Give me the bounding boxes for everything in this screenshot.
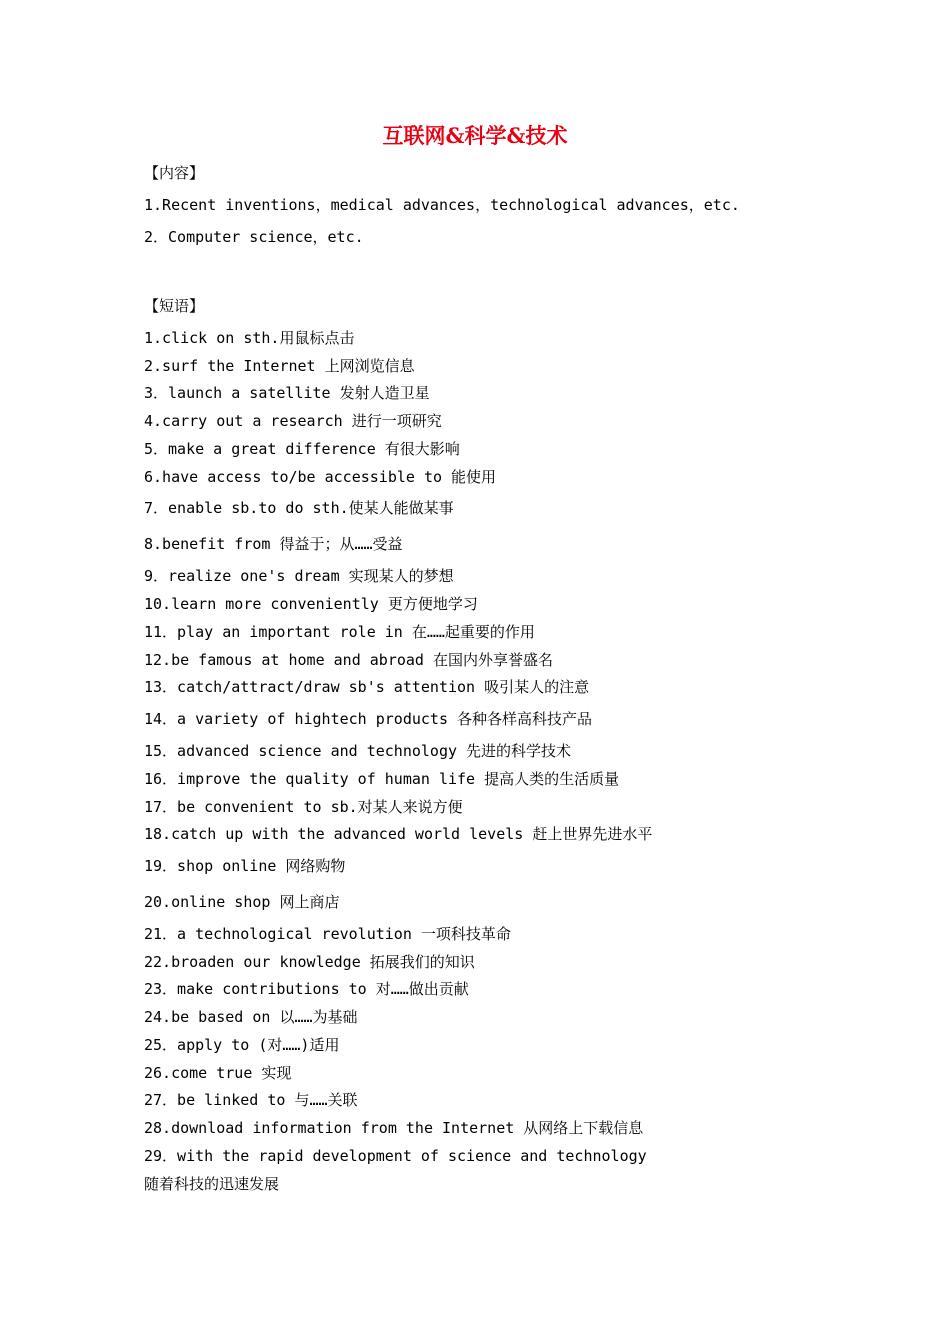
phrase-item: 22.broaden our knowledge 拓展我们的知识: [144, 953, 475, 971]
phrase-item: 9．realize one's dream 实现某人的梦想: [144, 567, 454, 585]
phrase-item: 25．apply to (对……)适用: [144, 1036, 340, 1054]
content-item: 2．Computer science，etc.: [144, 228, 364, 246]
phrase-item: 4.carry out a research 进行一项研究: [144, 412, 442, 430]
content-item: 1.Recent inventions，medical advances，technological advances，etc.: [144, 196, 740, 214]
phrase-item: 2.surf the Internet 上网浏览信息: [144, 357, 415, 375]
phrase-item: 11．play an important role in 在……起重要的作用: [144, 623, 535, 641]
phrase-item: 10.learn more conveniently 更方便地学习: [144, 595, 478, 613]
phrase-item: 24.be based on 以……为基础: [144, 1008, 358, 1026]
document-title: 互联网&科学&技术: [382, 123, 568, 148]
phrase-item: 26.come true 实现: [144, 1064, 292, 1082]
phrase-item-continuation: 随着科技的迅速发展: [144, 1175, 280, 1193]
phrase-item: 29．with the rapid development of science and technology: [144, 1147, 647, 1165]
phrase-item: 1.click on sth.用鼠标点击: [144, 329, 355, 347]
phrase-item: 8.benefit from 得益于；从……受益: [144, 535, 403, 553]
phrase-item: 28.download information from the Internet 从网络上下载信息: [144, 1119, 644, 1137]
phrase-item: 27．be linked to 与……关联: [144, 1091, 358, 1109]
phrase-item: 14．a variety of hightech products 各种各样高科技产品: [144, 710, 593, 728]
content-heading: 【内容】: [144, 164, 205, 182]
phrase-item: 3．launch a satellite 发射人造卫星: [144, 384, 430, 402]
phrase-item: 23．make contributions to 对……做出贡献: [144, 980, 469, 998]
phrase-item: 15．advanced science and technology 先进的科学技术: [144, 742, 572, 760]
phrase-item: 16．improve the quality of human life 提高人类的生活质量: [144, 770, 620, 788]
phrase-item: 20.online shop 网上商店: [144, 893, 340, 911]
phrase-item: 19．shop online 网络购物: [144, 857, 346, 875]
phrase-item: 12.be famous at home and abroad 在国内外享誉盛名: [144, 651, 553, 669]
phrase-item: 7．enable sb.to do sth.使某人能做某事: [144, 499, 454, 517]
phrases-heading: 【短语】: [144, 297, 205, 315]
phrase-item: 13．catch/attract/draw sb's attention 吸引某人的注意: [144, 678, 590, 696]
phrase-item: 5．make a great difference 有很大影响: [144, 440, 460, 458]
phrase-item: 18.catch up with the advanced world levels 赶上世界先进水平: [144, 825, 653, 843]
phrase-item: 6.have access to/be accessible to 能使用: [144, 468, 497, 486]
phrase-item: 21．a technological revolution 一项科技革命: [144, 925, 511, 943]
phrase-item: 17．be convenient to sb.对某人来说方便: [144, 798, 463, 816]
